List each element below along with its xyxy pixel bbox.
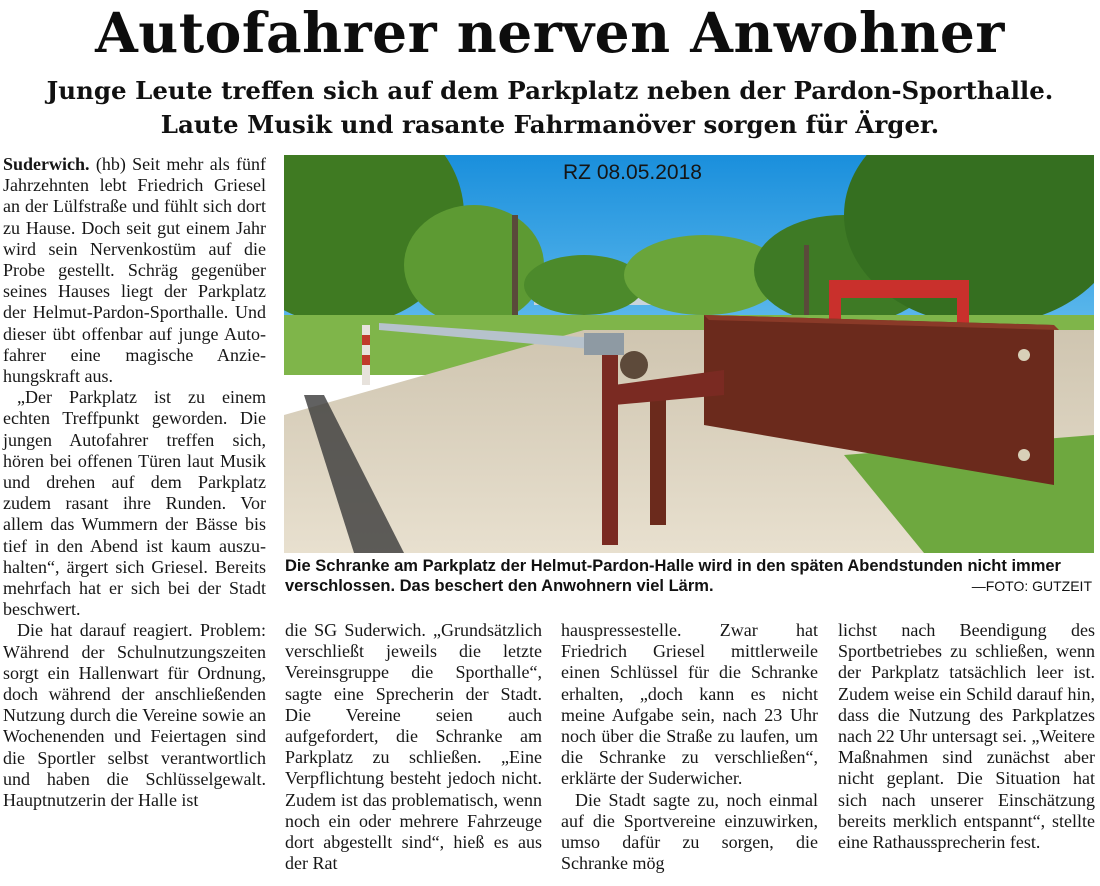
barrier-photo-illustration [284,155,1094,553]
paragraph: „Der Parkplatz ist zu einem echten Treffpunkt geworden. Die jungen Autofahrer treffen sich, hören bei offenen Türen laut Musik und drehen auf dem Parkplatz zudem rasant ihre Runden. Vor allem das Wummern der Bässe bis tief in den Abend ist kaum auszuhalten“, ärgert sich Griesel. Bereits mehrfach hat er sich bei der Stadt beschwert. [3,387,266,620]
dateline: Suderwich. [3,154,90,174]
article-column-2 [285,620,542,874]
subheadline [0,74,1100,142]
paragraph: lichst nach Beendigung des Sportbetriebes zu schließen, wenn der Parkplatz tatsächlich leer ist. Zudem weise ein Schild darauf hin, dass die Nutzung des Parkplatzes nach 22 Uhr untersagt sei. „Weitere Maßnahmen sind zunächst aber nicht geplant. Die Situation hat sich nach unserer Einschätzung bereits merklich entspannt“, stellte eine Rathaussprecherin fest. [838,620,1095,853]
paragraph [3,154,266,387]
news-photo [284,155,1094,553]
article-column-4 [838,620,1095,853]
source-stamp: RZ 08.05.2018 [563,161,702,184]
paragraph: Die hat darauf reagiert. Problem: Während der Schulnutzungszeiten sorgt ein Hallenwart für Ordnung, doch während der anschließenden Nutzung durch die Vereine sowie an Wochenenden und Feiertagen sind die Sportler selbst verantwortlich und haben die Schlüsselgewalt. Hauptnutzerin der Halle ist [3,620,266,811]
paragraph: hauspressestelle. Zwar hat Friedrich Griesel mittlerweile einen Schlüssel für die Schranke erhalten, „doch kann es nicht meine Aufgabe sein, nach 23 Uhr noch über die Straße zu laufen, um die Schranke zu verschließen“, erklärte der Suderwicher. [561,620,818,789]
barrier-post-right [650,385,666,525]
barrier-hinge [584,333,624,355]
paragraph-text: (hb) Seit mehr als fünf Jahrzehnten lebt Friedrich Griesel an der Lülfstraße und fühlt sich dort zu Hause. Doch seit gut einem Jahr wird sein Nervenkostüm auf die Probe gestellt. Schräg gegenüber seines Hauses liegt der Parkplatz der Helmut-Pardon-Sporthalle. Und dieser übt offenbar auf junge Autofahrer eine magische Anziehungskraft aus. [3,154,266,387]
barrier-handle [829,280,969,298]
paragraph: Die Stadt sagte zu, noch einmal auf die Sportvereine einzuwirken, umso dafür zu sorgen, die Schranke mög [561,789,818,874]
barrier-post-left [602,355,618,545]
article-column-3 [561,620,818,874]
article-column-1 [3,154,266,811]
padlock [620,351,648,379]
paragraph: die SG Suderwich. „Grundsätzlich verschließt jeweils die letzte Vereinsgruppe die Sporthalle“, sagte eine Sprecherin der Stadt. Die Vereine seien auch aufgefordert, die Schranke am Parkplatz zu schließen. „Eine Verpflichtung besteht jedoch nicht. Zudem ist das problematisch, wenn noch ein oder mehrere Fahrzeuge dort abgestellt sind“, hieß es aus der Rat [285,620,542,874]
subheadline-line-2: Laute Musik und rasante Fahrmanöver sorgen für Ärger. [160,110,940,139]
photo-caption: Die Schranke am Parkplatz der Helmut-Pardon-Halle wird in den späten Abendstunden nicht immer verschlossen. Das beschert den Anwohnern viel Lärm. [285,557,1061,595]
subheadline-line-1: Junge Leute treffen sich auf dem Parkplatz neben der Pardon-Sporthalle. [46,76,1054,105]
photo-credit: —FOTO: GUTZEIT [971,578,1092,594]
headline: Autofahrer nerven Anwohner [95,0,1005,65]
